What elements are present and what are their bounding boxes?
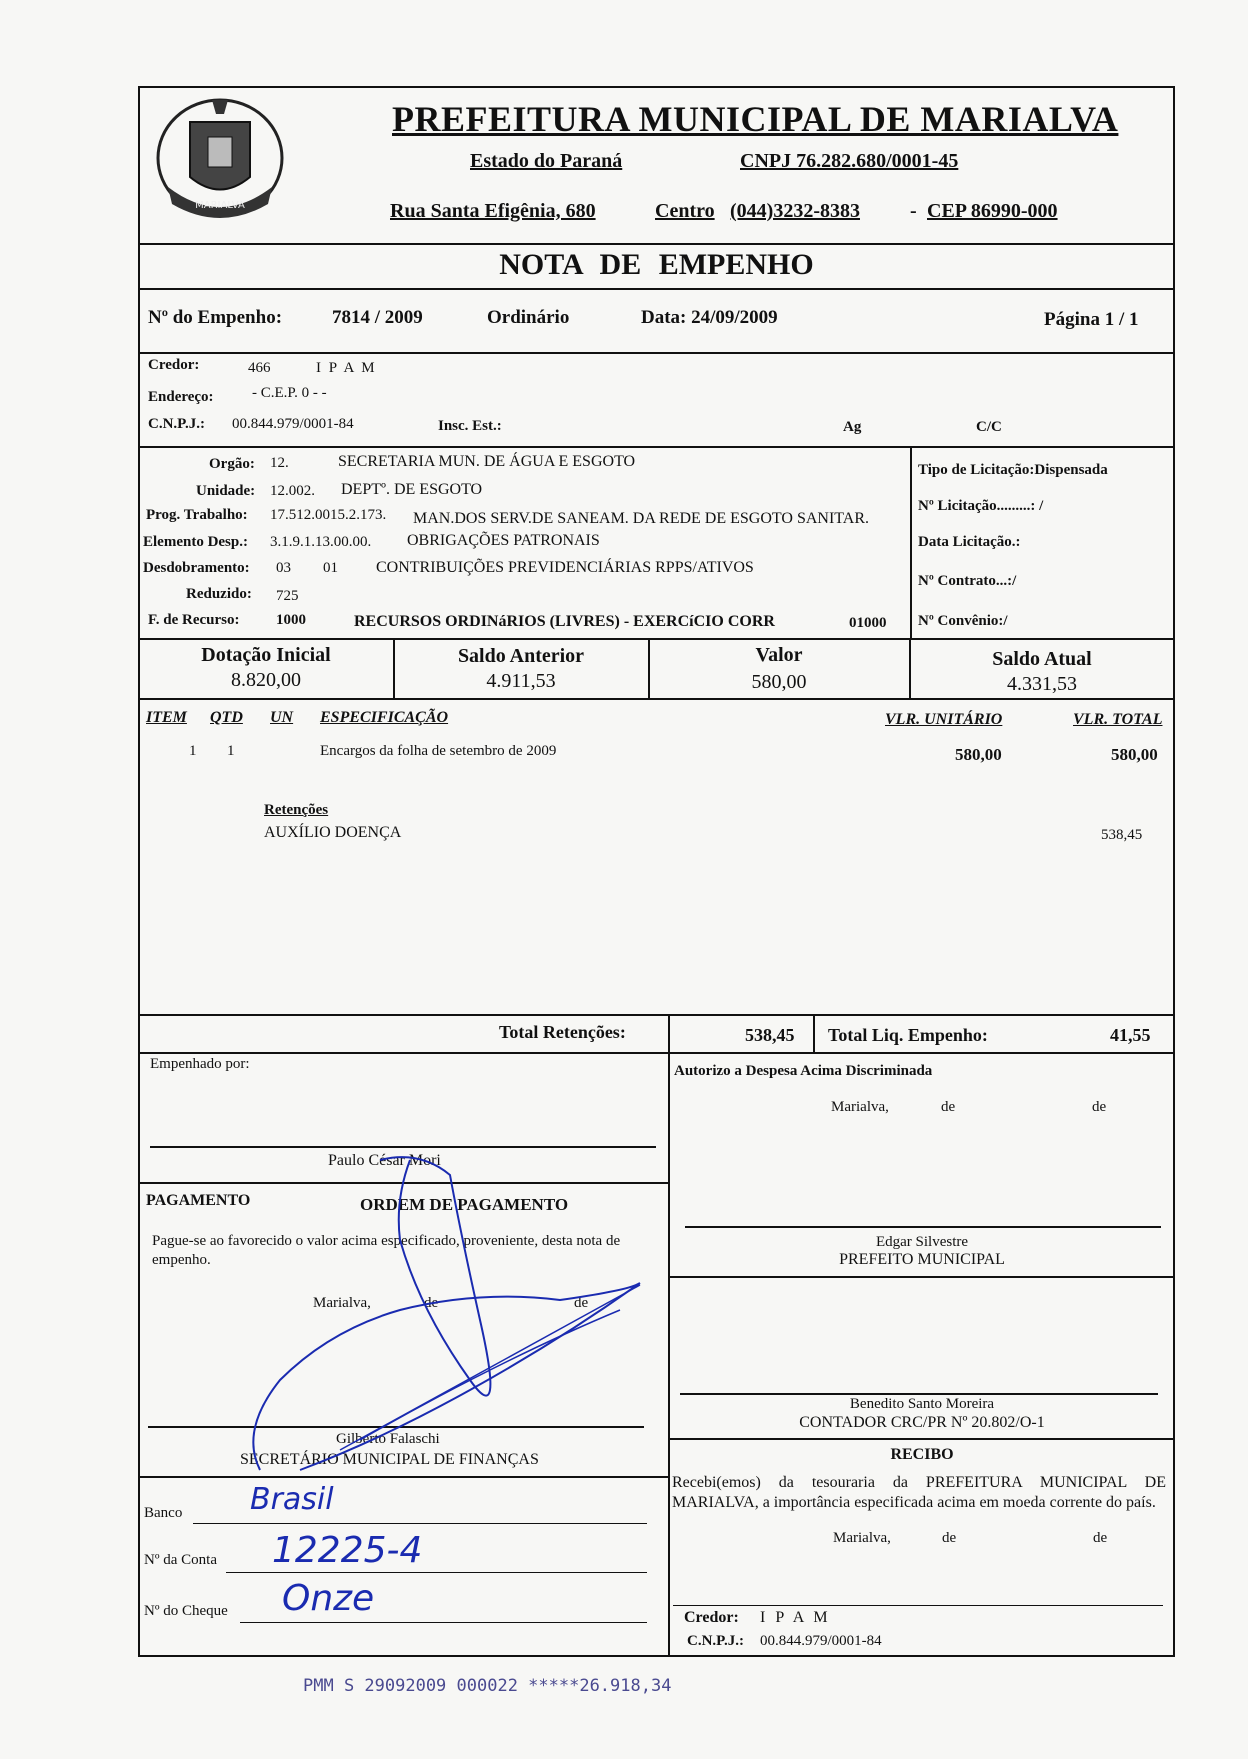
cnpj-value: 00.844.979/0001-84 — [232, 416, 354, 432]
recibo-text: Recebi(emos) da tesouraria da PREFEITURA MUNICIPAL DE MARIALVA, a importância especificada acima em moeda corrente do país. — [672, 1474, 1166, 1511]
total-retencoes-label: Total Retenções: — [499, 1022, 626, 1042]
desdob-name: CONTRIBUIÇÕES PREVIDENCIÁRIAS RPPS/ATIVOS — [376, 559, 754, 576]
desdob-label: Desdobramento: — [143, 560, 250, 576]
prog-label: Prog. Trabalho: — [146, 507, 248, 523]
col-header-item: ITEM — [146, 709, 187, 726]
total-liquido-label: Total Liq. Empenho: — [828, 1025, 988, 1045]
secretario-name: Gilberto Falaschi — [336, 1431, 440, 1447]
retencao-value: 538,45 — [1101, 827, 1143, 843]
ordem-marialva: Marialva, — [313, 1295, 371, 1311]
recibo-title: RECIBO — [890, 1446, 954, 1463]
retencao-name: AUXÍLIO DOENÇA — [264, 824, 402, 841]
licitacao-convenio: Nº Convênio:/ — [918, 613, 1008, 629]
reduzido-label: Reduzido: — [186, 586, 252, 602]
unidade-label: Unidade: — [196, 483, 256, 499]
mechanical-stamp: PMM S 29092009 000022 *****26.918,34 — [303, 1676, 672, 1696]
saldo-anterior-value: 4.911,53 — [486, 670, 556, 692]
empenho-type: Ordinário — [487, 307, 570, 328]
orgao-label: Orgão: — [209, 456, 255, 472]
empenhado-por-label: Empenhado por: — [150, 1056, 250, 1072]
address-dash: - — [910, 200, 917, 222]
cheque-handwritten: Onze — [282, 1578, 375, 1619]
ordem-pagamento-title: ORDEM DE PAGAMENTO — [360, 1195, 569, 1214]
dotacao-value: 8.820,00 — [231, 669, 301, 691]
endereco-label: Endereço: — [148, 389, 214, 405]
col-header-especificacao: ESPECIFICAÇÃO — [320, 709, 449, 726]
endereco-value: - C.E.P. 0 - - — [252, 385, 327, 401]
banco-handwritten: Brasil — [250, 1482, 334, 1517]
col-header-vlr-unitario: VLR. UNITÁRIO — [885, 711, 1003, 728]
ordem-de-2: de — [574, 1295, 589, 1311]
saldo-anterior-label: Saldo Anterior — [457, 645, 585, 667]
saldo-atual-label: Saldo Atual — [992, 648, 1092, 670]
elemento-name: OBRIGAÇÕES PATRONAIS — [407, 532, 600, 549]
autorizo-de-2: de — [1092, 1099, 1107, 1115]
address-district: Centro — [655, 200, 715, 222]
conta-label: Nº da Conta — [144, 1552, 217, 1568]
row-qtd: 1 — [227, 743, 235, 759]
empenho-date: Data: 24/09/2009 — [641, 307, 778, 328]
col-header-qtd: QTD — [210, 709, 243, 726]
recibo-credor-label: Credor: — [684, 1609, 739, 1626]
orgao-name: SECRETARIA MUN. DE ÁGUA E ESGOTO — [338, 453, 636, 470]
dotacao-label: Dotação Inicial — [201, 644, 331, 666]
credor-code: 466 — [248, 360, 271, 376]
licitacao-tipo: Tipo de Licitação:Dispensada — [918, 462, 1108, 478]
recibo-de-2: de — [1093, 1530, 1108, 1546]
institution-cnpj: CNPJ 76.282.680/0001-45 — [740, 150, 959, 172]
prog-code: 17.512.0015.2.173. — [270, 507, 387, 523]
autorizo-de-1: de — [941, 1099, 956, 1115]
banco-label: Banco — [144, 1505, 183, 1521]
desdob-code2: 01 — [323, 560, 338, 576]
row-item: 1 — [189, 743, 197, 759]
valor-label: Valor — [755, 644, 803, 666]
unidade-name: DEPTº. DE ESGOTO — [341, 481, 483, 498]
recibo-credor-value: I P A M — [760, 1609, 831, 1626]
cnpj-label: C.N.P.J.: — [148, 416, 205, 432]
elemento-code: 3.1.9.1.13.00.00. — [270, 534, 372, 550]
secretario-title: SECRETÁRIO MUNICIPAL DE FINANÇAS — [240, 1451, 539, 1468]
row-total-value: 580,00 — [1111, 745, 1158, 764]
desdob-code1: 03 — [276, 560, 291, 576]
recurso-code: 1000 — [276, 612, 306, 628]
pague-se-text: Pague-se ao favorecido o valor acima especificado, proveniente, desta nota de empenho. — [152, 1233, 621, 1268]
credor-name: I P A M — [316, 360, 377, 376]
row-description: Encargos da folha de setembro de 2009 — [320, 743, 557, 759]
contador-name: Benedito Santo Moreira — [849, 1396, 995, 1412]
col-header-un: UN — [270, 709, 294, 726]
retencoes-label: Retenções — [264, 802, 329, 818]
valor-value: 580,00 — [751, 671, 807, 693]
reduzido-value: 725 — [276, 588, 299, 604]
state-name: Estado do Paraná — [470, 150, 623, 172]
recurso-label: F. de Recurso: — [148, 612, 240, 628]
ag-label: Ag — [843, 419, 862, 435]
contador-title: CONTADOR CRC/PR Nº 20.802/O-1 — [799, 1414, 1045, 1431]
col-header-vlr-total: VLR. TOTAL — [1073, 711, 1163, 728]
address-street: Rua Santa Efigênia, 680 — [390, 200, 596, 222]
total-retencoes-value: 538,45 — [745, 1025, 795, 1045]
recurso-suffix: 01000 — [849, 615, 887, 631]
credor-label: Credor: — [148, 357, 200, 373]
insc-label: Insc. Est.: — [438, 418, 502, 434]
licitacao-data: Data Licitação.: — [918, 534, 1021, 550]
recibo-marialva: Marialva, — [833, 1530, 891, 1546]
licitacao-contrato: Nº Contrato...:/ — [918, 573, 1017, 589]
recurso-name: RECURSOS ORDINáRIOS (LIVRES) - EXERCíCIO CORR — [354, 613, 775, 630]
recibo-cnpj-label: C.N.P.J.: — [687, 1633, 744, 1649]
empenho-number: 7814 / 2009 — [332, 307, 423, 328]
document-title: NOTA DE EMPENHO — [499, 248, 814, 281]
address-cep: CEP 86990-000 — [927, 200, 1058, 222]
institution-name: PREFEITURA MUNICIPAL DE MARIALVA — [392, 99, 1119, 139]
elemento-label: Elemento Desp.: — [143, 534, 248, 550]
empenhado-por-name: Paulo César Mori — [328, 1152, 441, 1169]
pagamento-title: PAGAMENTO — [146, 1192, 251, 1209]
licitacao-numero: Nº Licitação.........: / — [918, 498, 1044, 514]
recibo-cnpj-value: 00.844.979/0001-84 — [760, 1633, 882, 1649]
autorizo-marialva: Marialva, — [831, 1099, 889, 1115]
autorizo-text: Autorizo a Despesa Acima Discriminada — [674, 1063, 933, 1079]
recibo-de-1: de — [942, 1530, 957, 1546]
cc-label: C/C — [976, 419, 1002, 435]
page-number: Página 1 / 1 — [1044, 309, 1139, 330]
logo-text: MARIALVA — [195, 200, 245, 211]
total-liquido-value: 41,55 — [1110, 1025, 1151, 1045]
saldo-atual-value: 4.331,53 — [1007, 673, 1077, 695]
unidade-code: 12.002. — [270, 483, 315, 499]
empenho-label: Nº do Empenho: — [148, 307, 283, 328]
orgao-code: 12. — [270, 455, 289, 471]
prog-name: MAN.DOS SERV.DE SANEAM. DA REDE DE ESGOTO SANITAR. — [413, 510, 869, 527]
address-phone: (044)3232-8383 — [730, 200, 860, 222]
prefeito-name: Edgar Silvestre — [875, 1234, 969, 1250]
conta-handwritten: 12225-4 — [272, 1530, 423, 1571]
row-unit-value: 580,00 — [955, 745, 1002, 764]
cheque-label: Nº do Cheque — [144, 1603, 228, 1619]
prefeito-title: PREFEITO MUNICIPAL — [839, 1251, 1005, 1268]
ordem-de-1: de — [424, 1295, 439, 1311]
